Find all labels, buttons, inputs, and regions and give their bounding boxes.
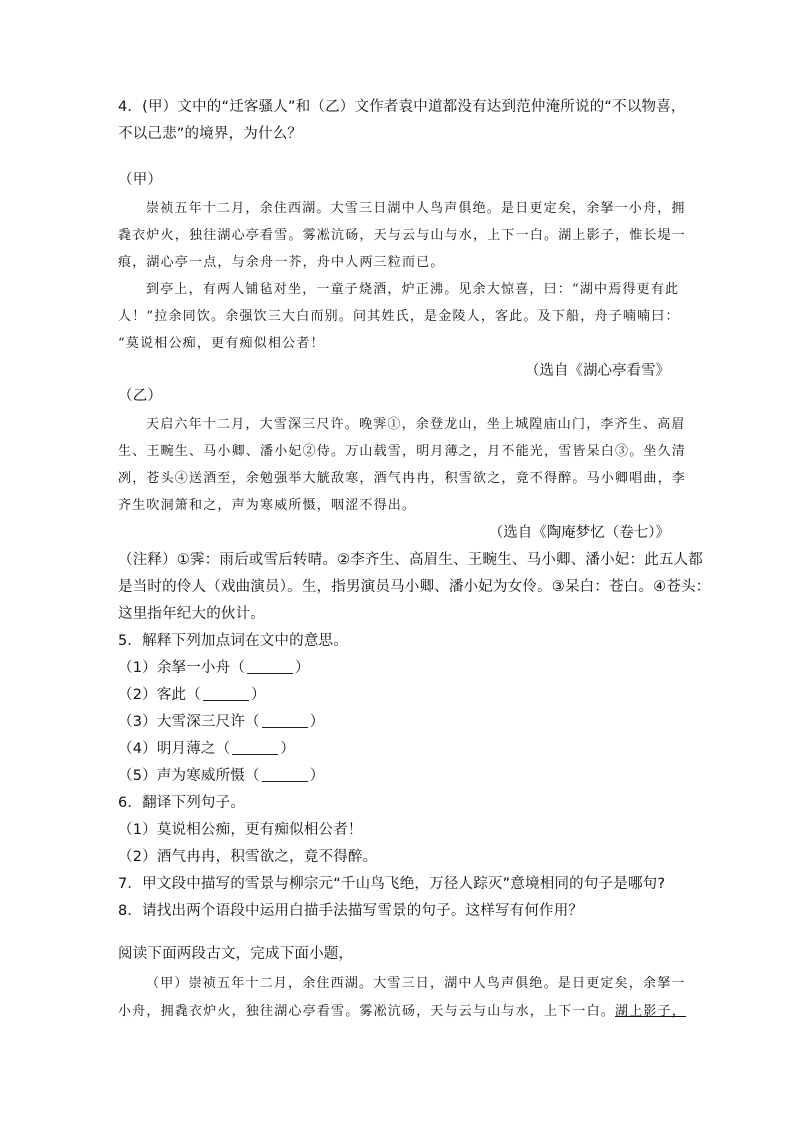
question-4-line-2: 不以己悲”的境界，为什么？ xyxy=(118,126,303,142)
notes-line: （注释）①霁：雨后或雪后转晴。②李齐生、高眉生、王畹生、马小卿、潘小妃：此五人都 xyxy=(118,552,703,568)
answer-blank[interactable] xyxy=(232,741,278,755)
answer-blank[interactable] xyxy=(262,714,308,728)
reading-intro: 阅读下面两段古文，完成下面小题， xyxy=(118,946,354,962)
passage-yi-source: （选自《陶庵梦忆（卷七）》 xyxy=(488,525,670,541)
item-text: ） xyxy=(309,768,325,784)
question-6-title: 6．翻译下列句子。 xyxy=(118,795,246,811)
passage-jia-line: 到亭上，有两人铺毡对坐，一童子烧酒，炉正沸。见余大惊喜，曰：“湖中焉得更有此 xyxy=(146,282,680,297)
answer-blank[interactable] xyxy=(247,660,293,674)
question-6-item: （2）酒气冉冉，积雪欲之，竟不得醉。 xyxy=(118,849,378,865)
question-5-title: 5．解释下列加点词在文中的意思。 xyxy=(118,633,348,649)
reading-passage-line: （甲）崇祯五年十二月，余住西湖。大雪三日，湖中人鸟声俱绝。是日更定矣，余拏一 xyxy=(146,976,686,991)
passage-jia-line: 崇祯五年十二月，余住西湖。大雪三日湖中人鸟声俱绝。是日更定矣，余拏一小舟，拥 xyxy=(146,201,686,216)
passage-yi-line: 生、王畹生、马小卿、潘小妃②侍。万山载雪，明月薄之，月不能光，雪皆呆白③。坐久清 xyxy=(118,444,687,459)
question-5-item xyxy=(118,737,295,758)
notes-line: 这里指年纪大的伙计。 xyxy=(118,606,265,622)
question-5-item xyxy=(118,656,310,677)
passage-jia-label: （甲） xyxy=(118,172,163,188)
passage-text: 小舟，拥毳衣炉火，独往湖心亭看雪。雾凇沆砀，天与云与山与水，上下一白。 xyxy=(118,1004,616,1019)
answer-blank[interactable] xyxy=(203,687,249,701)
passage-jia-source: （选自《湖心亭看雪》 xyxy=(525,363,670,379)
item-text: ） xyxy=(295,660,310,676)
item-text: （4）明月薄之（ xyxy=(118,741,231,757)
passage-yi-line: 天启六年十二月，大雪深三尺许。晚霁①，余登龙山，坐上城隍庙山门，李齐生、高眉 xyxy=(146,417,686,432)
question-6-item: （1）莫说相公痴，更有痴似相公者！ xyxy=(118,822,363,838)
question-7: 7．甲文段中描写的雪景与柳宗元“千山鸟飞绝，万径人踪灭”意境相同的句子是哪句? xyxy=(118,876,666,892)
question-4-line-1: 4．(甲）文中的“迁客骚人”和（乙）文作者袁中道都没有达到范仲淹所说的“不以物喜， xyxy=(118,99,686,115)
item-text: （5）声为寒威所慑（ xyxy=(118,768,260,784)
question-8: 8．请找出两个语段中运用白描手法描写雪景的句子。这样写有何作用？ xyxy=(118,903,584,919)
passage-jia-line: 人！”拉余同饮。余强饮三大白而别。问其姓氏，是金陵人，客此。及下船，舟子喃喃曰： xyxy=(118,309,680,324)
question-5-item xyxy=(118,710,324,731)
question-5-item xyxy=(118,683,266,704)
item-text: （3）大雪深三尺许（ xyxy=(118,714,260,730)
item-text: ） xyxy=(250,687,266,703)
reading-passage-line xyxy=(118,1000,686,1019)
passage-yi-line: 齐生吹洞箫和之，声为寒威所慑，咽涩不得出。 xyxy=(118,498,417,513)
passage-jia-line: 毳衣炉火，独往湖心亭看雪。雾凇沆砀，天与云与山与水，上下一白。湖上影子，惟长堤一 xyxy=(118,228,687,243)
passage-jia-line: “莫说相公痴，更有痴似相公者！ xyxy=(118,336,325,351)
item-text: （2）客此（ xyxy=(118,687,201,703)
question-5-item xyxy=(118,764,324,785)
item-text: ） xyxy=(280,741,296,757)
passage-yi-label: （乙） xyxy=(118,388,163,404)
item-text: ） xyxy=(309,714,325,730)
notes-line: 是当时的伶人（戏曲演员）。生，指男演员马小卿、潘小妃为女伶。③呆白：苍白。④苍头： xyxy=(118,579,711,595)
item-text: （1）余拏一小舟（ xyxy=(118,660,246,676)
underlined-text: 湖上影子， xyxy=(615,1004,687,1019)
answer-blank[interactable] xyxy=(262,768,308,782)
passage-yi-line: 冽，苍头④送酒至，余勉强举大觥敌寒，酒气冉冉，积雪欲之，竟不得醉。马小卿唱曲，李 xyxy=(118,471,687,486)
passage-jia-line: 痕，湖心亭一点，与余舟一芥，舟中人两三粒而已。 xyxy=(118,255,445,270)
